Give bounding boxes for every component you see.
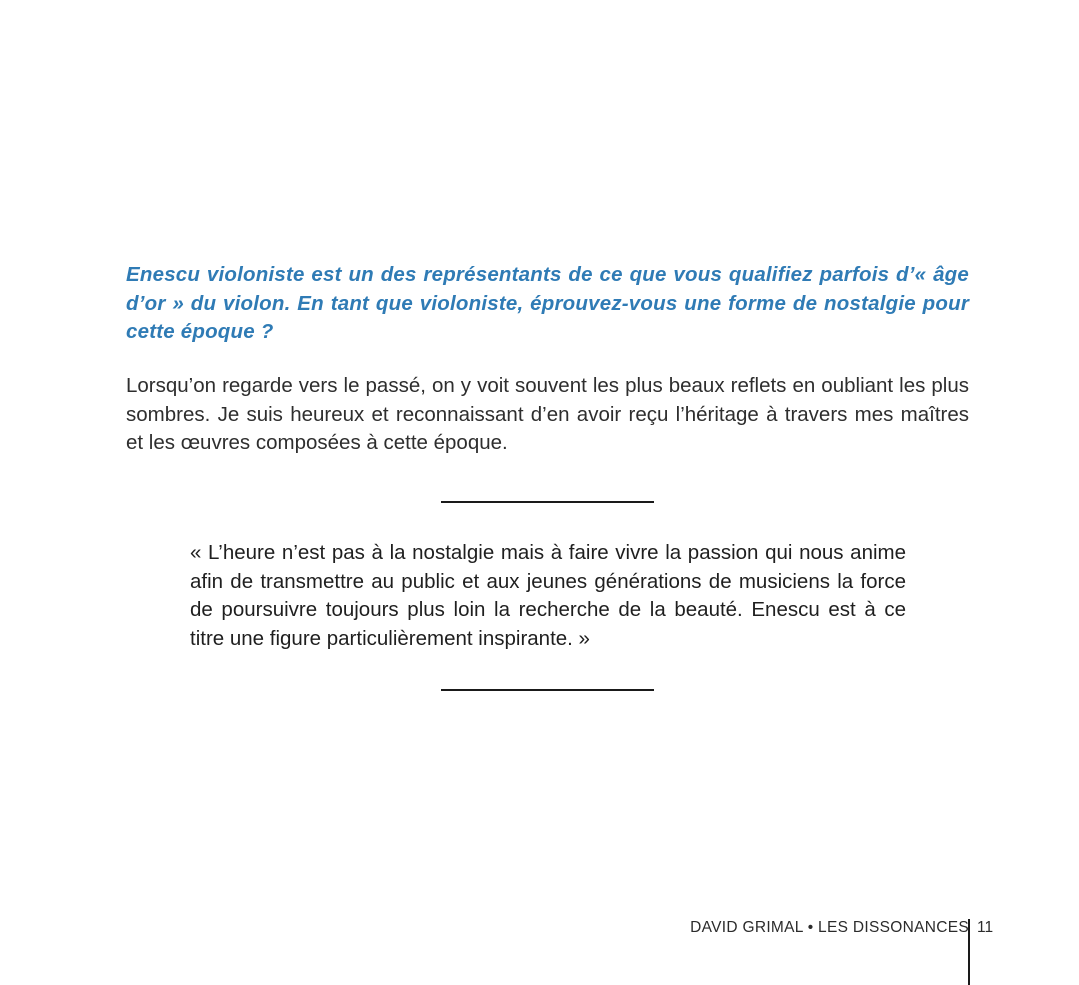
quote-divider-bottom bbox=[441, 689, 654, 691]
footer-vertical-rule bbox=[968, 919, 970, 985]
page-number: 11 bbox=[977, 919, 994, 936]
interview-answer: Lorsqu’on regarde vers le passé, on y voit souvent les plus beaux reflets en oubliant les plus sombres. Je suis heureux et reconnaissant d’en avoir reçu l’héritage à travers mes maîtres et les œuvres composées à cette époque. bbox=[126, 374, 969, 454]
quote-divider-top bbox=[441, 501, 654, 503]
interview-question: Enescu violoniste est un des représentants de ce que vous qualifiez parfois d’« âge d’or » du violon. En tant que violoniste, éprouvez-vous une forme de nostalgie pour cette époque ? bbox=[126, 263, 969, 343]
pull-quote: « L’heure n’est pas à la nostalgie mais à faire vivre la passion qui nous anime afin de transmettre au public et aux jeunes générations de musiciens la force de poursuivre toujours plus loin la recherche de la beauté. Enescu est à ce titre une figure particulièrement inspirante. » bbox=[190, 541, 906, 650]
running-title: DAVID GRIMAL • LES DISSONANCES bbox=[690, 919, 969, 936]
